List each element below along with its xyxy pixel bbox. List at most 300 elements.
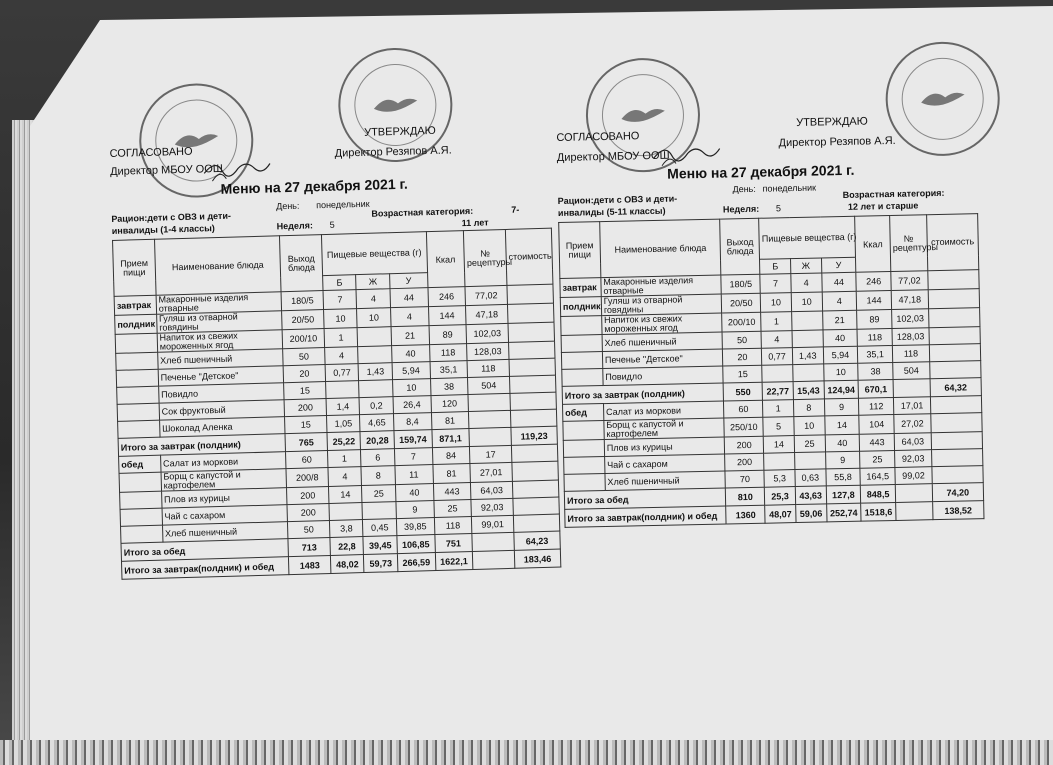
- table-cell: 44: [821, 272, 856, 292]
- table-cell: 4: [791, 273, 822, 293]
- table-cell: 200: [287, 503, 329, 521]
- table-cell: 871,1: [431, 429, 469, 448]
- table-cell: Итого за обед: [564, 488, 726, 509]
- table-cell: [562, 369, 603, 387]
- table-cell: [510, 409, 557, 427]
- approved-left-heading: СОГЛАСОВАНО: [109, 145, 193, 160]
- table-cell: 102,03: [892, 309, 929, 329]
- table-cell: [472, 532, 514, 551]
- table-cell: 124,94: [824, 380, 859, 399]
- table-cell: [563, 440, 604, 458]
- table-cell: 8: [793, 399, 824, 417]
- week-label: Неделя:: [722, 203, 760, 215]
- table-cell: 11: [395, 465, 433, 485]
- table-cell: 118: [429, 344, 467, 362]
- dish-name: Макаронные изделия отварные: [601, 275, 722, 297]
- table-cell: 22,8: [330, 537, 364, 556]
- table-cell: 10: [324, 309, 358, 329]
- table-cell: 128,03: [467, 342, 509, 360]
- week-value: 5: [775, 203, 782, 214]
- table-cell: 4,65: [360, 414, 394, 432]
- meal-label: обед: [563, 404, 604, 422]
- table-cell: [358, 346, 392, 364]
- col-nutrients: Пищевые вещества (г): [321, 232, 427, 276]
- table-cell: [931, 413, 983, 433]
- table-cell: 7: [394, 448, 432, 466]
- table-cell: 15: [284, 382, 326, 400]
- table-cell: [928, 308, 980, 328]
- dish-name: Салат из моркови: [603, 401, 724, 421]
- col-cost: стоимость: [505, 228, 553, 285]
- meal-label: полдник: [560, 297, 601, 317]
- col-yield: Выход блюда: [280, 235, 323, 292]
- table-cell: 127,8: [826, 485, 861, 504]
- table-cell: 1483: [289, 555, 331, 574]
- table-cell: 50: [283, 348, 325, 366]
- table-cell: 44: [390, 288, 428, 308]
- table-cell: [359, 380, 393, 398]
- table-cell: [931, 449, 983, 467]
- dish-name: Гуляш из отварной говядины: [601, 294, 722, 316]
- ration-line-1: Рацион:дети с ОВЗ и дети-: [111, 210, 232, 224]
- table-cell: [762, 365, 793, 383]
- dish-name: Сок фруктовый: [159, 400, 285, 420]
- table-cell: [469, 427, 511, 446]
- table-cell: [896, 502, 933, 521]
- table-cell: 59,06: [796, 504, 827, 523]
- meal-label: полдник: [115, 314, 157, 334]
- dish-name: Борщ с капустой и картофелем: [161, 469, 287, 491]
- table-cell: 118: [857, 328, 892, 346]
- table-cell: [564, 457, 605, 475]
- table-cell: 550: [724, 382, 763, 401]
- dish-name: Хлеб пшеничный: [162, 522, 288, 542]
- table-cell: 70: [725, 470, 764, 488]
- dish-name: Салат из моркови: [160, 452, 286, 472]
- table-cell: [507, 284, 554, 304]
- table-cell: 64,23: [514, 531, 561, 550]
- table-cell: 4: [356, 289, 390, 309]
- table-cell: 17,01: [893, 397, 930, 415]
- table-cell: 27,02: [894, 414, 931, 434]
- table-cell: 102,03: [466, 323, 508, 343]
- table-cell: 77,02: [891, 271, 928, 291]
- table-cell: [513, 497, 560, 515]
- table-cell: 443: [433, 483, 471, 501]
- table-cell: 200: [284, 399, 326, 417]
- table-cell: Итого за завтрак (полдник): [118, 434, 286, 457]
- table-cell: 25: [433, 500, 471, 518]
- dish-name: Хлеб пшеничный: [605, 471, 726, 491]
- table-cell: 81: [431, 412, 469, 430]
- table-cell: 0,77: [762, 348, 793, 366]
- table-cell: 112: [859, 397, 894, 415]
- table-cell: [509, 375, 556, 393]
- table-cell: 200: [725, 436, 764, 454]
- table-cell: 118: [467, 359, 509, 377]
- page-title: Меню на 27 декабря 2021 г.: [667, 161, 855, 182]
- table-cell: 118: [434, 517, 472, 535]
- table-cell: 14: [328, 486, 362, 504]
- table-cell: [326, 381, 360, 399]
- table-cell: [928, 270, 980, 290]
- col-zh: Ж: [790, 258, 821, 274]
- table-cell: 7: [760, 274, 791, 294]
- table-cell: 0,2: [359, 397, 393, 415]
- col-b: Б: [323, 275, 357, 291]
- table-cell: [928, 289, 980, 309]
- table-cell: 25,22: [327, 432, 361, 451]
- table-cell: [764, 453, 795, 471]
- table-cell: 246: [428, 287, 466, 307]
- table-cell: [792, 311, 823, 331]
- table-cell: [510, 392, 557, 410]
- menu-table: [558, 213, 984, 528]
- table-cell: Итого за завтрак(полдник) и обед: [565, 506, 727, 527]
- age-label: Возрастная категория:: [842, 187, 945, 201]
- table-cell: 99,01: [472, 515, 514, 533]
- table-cell: 64,03: [894, 433, 931, 451]
- dish-name: Борщ с капустой и картофелем: [604, 418, 725, 440]
- table-cell: [507, 303, 554, 323]
- table-cell: 8,4: [393, 413, 431, 431]
- table-cell: [564, 474, 605, 492]
- table-cell: [118, 420, 160, 438]
- table-cell: 159,74: [394, 430, 432, 449]
- table-cell: 25: [362, 485, 396, 503]
- table-cell: [509, 358, 556, 376]
- week-value: 5: [329, 219, 335, 230]
- table-cell: 81: [432, 464, 470, 484]
- table-cell: 15: [285, 416, 327, 434]
- menu-page-right: [555, 61, 987, 650]
- table-cell: 92,03: [471, 498, 513, 516]
- col-kcal: Ккал: [426, 231, 465, 288]
- table-cell: 252,74: [826, 503, 861, 522]
- table-cell: 104: [859, 414, 894, 434]
- table-cell: [561, 335, 602, 353]
- table-cell: 10: [823, 363, 858, 381]
- ration-line-1: Рацион:дети с ОВЗ и дети-: [557, 193, 678, 206]
- meal-label: обед: [119, 455, 161, 473]
- age-value: 7-: [511, 204, 520, 215]
- table-cell: 504: [468, 376, 510, 394]
- table-cell: [508, 322, 555, 342]
- approved-left-director: Директор МБОУ ООШ: [556, 149, 670, 164]
- table-cell: 64,32: [930, 378, 982, 397]
- table-cell: 22,77: [762, 382, 793, 401]
- table-cell: 20/50: [722, 293, 761, 313]
- col-recipe: № рецептуры: [464, 229, 507, 286]
- table-cell: 10: [357, 308, 391, 328]
- table-cell: [121, 525, 163, 543]
- table-cell: 92,03: [895, 450, 932, 468]
- dish-name: Повидло: [158, 383, 284, 403]
- table-cell: 4: [822, 291, 857, 311]
- dish-name: Чай с сахаром: [162, 505, 288, 525]
- table-cell: 106,85: [397, 535, 435, 554]
- age-value: 12 лет и старше: [847, 200, 919, 212]
- col-b: Б: [760, 259, 791, 275]
- header-row: [559, 214, 979, 264]
- table-cell: 47,18: [466, 304, 508, 324]
- table-cell: 60: [286, 451, 328, 469]
- table-cell: [117, 403, 159, 421]
- table-cell: 670,1: [858, 379, 893, 398]
- table-cell: [929, 344, 981, 362]
- table-cell: 200/10: [722, 312, 761, 332]
- dish-name: Гуляш из отварной говядины: [156, 311, 282, 333]
- page-stack-bottom: [0, 740, 1053, 765]
- table-cell: 118: [892, 345, 929, 363]
- table-cell: 8: [361, 466, 395, 486]
- table-cell: [362, 502, 396, 520]
- table-cell: 751: [434, 534, 472, 553]
- table-cell: 25: [860, 450, 895, 468]
- table-cell: 5,3: [764, 470, 795, 488]
- table-cell: [792, 330, 823, 348]
- table-cell: 48,02: [330, 555, 364, 574]
- table-cell: 15,43: [793, 381, 824, 400]
- table-cell: 1: [761, 312, 792, 332]
- table-cell: 89: [429, 325, 467, 345]
- dish-name: Печенье "Детское": [158, 366, 284, 386]
- table-cell: 10: [794, 416, 825, 436]
- table-cell: 1,4: [326, 398, 360, 416]
- table-cell: 84: [432, 447, 470, 465]
- table-cell: [473, 550, 515, 569]
- table-cell: 128,03: [892, 328, 929, 346]
- col-meal: Прием пищи: [559, 222, 601, 279]
- table-cell: 200: [725, 453, 764, 471]
- table-cell: [116, 369, 158, 387]
- col-nutrients: Пищевые вещества (г): [759, 216, 856, 259]
- table-cell: 266,59: [397, 553, 435, 572]
- table-cell: Итого за обед: [121, 539, 289, 562]
- table-cell: 59,73: [364, 554, 398, 573]
- table-cell: 180/5: [721, 274, 760, 294]
- table-cell: 39,85: [396, 518, 434, 536]
- table-cell: 5: [763, 417, 794, 437]
- table-cell: [931, 432, 983, 450]
- col-u: У: [389, 273, 427, 289]
- ration-line-2: инвалиды (5-11 классы): [557, 205, 666, 218]
- table-cell: [930, 396, 982, 414]
- table-cell: 6: [361, 449, 395, 467]
- table-cell: [329, 503, 363, 521]
- ration-line-2: инвалиды (1-4 классы): [111, 223, 215, 236]
- col-u: У: [821, 257, 856, 273]
- table-cell: [116, 352, 158, 370]
- day-value: понедельник: [762, 182, 817, 194]
- table-cell: [120, 508, 162, 526]
- table-cell: [561, 352, 602, 370]
- col-zh: Ж: [356, 274, 390, 290]
- approved-right-director: Директор Резяпов А.Я.: [334, 144, 452, 160]
- menu-table: [112, 228, 561, 580]
- table-cell: [930, 361, 982, 379]
- table-cell: 7: [323, 290, 357, 310]
- table-cell: 9: [396, 501, 434, 519]
- table-cell: [512, 461, 559, 481]
- table-cell: [468, 393, 510, 411]
- dish-name: Макаронные изделия отварные: [156, 292, 282, 314]
- table-cell: Итого за завтрак(полдник) и обед: [121, 557, 289, 580]
- table-cell: [512, 480, 559, 498]
- table-cell: 0,45: [363, 519, 397, 537]
- menu-page-left: [108, 84, 564, 676]
- table-cell: 5,94: [392, 362, 430, 380]
- col-meal: Прием пищи: [113, 239, 156, 296]
- table-cell: 60: [724, 400, 763, 418]
- table-cell: 504: [893, 362, 930, 380]
- table-cell: [895, 484, 932, 503]
- table-cell: 164,5: [860, 467, 895, 485]
- table-cell: 74,20: [932, 483, 984, 502]
- meal-label: завтрак: [114, 295, 156, 315]
- table-cell: 55,8: [825, 468, 860, 486]
- table-cell: 21: [822, 310, 857, 330]
- table-cell: 77,02: [465, 285, 507, 305]
- table-cell: 20: [283, 365, 325, 383]
- table-cell: 250/10: [724, 417, 763, 437]
- col-yield: Выход блюда: [720, 218, 760, 275]
- dish-name: Чай с сахаром: [604, 454, 725, 474]
- table-cell: 1: [324, 328, 358, 348]
- table-cell: 50: [722, 331, 761, 349]
- table-cell: 39,45: [363, 536, 397, 555]
- table-cell: [893, 379, 930, 398]
- table-cell: 20,28: [360, 431, 394, 450]
- col-kcal: Ккал: [855, 216, 891, 273]
- table-cell: 765: [285, 433, 327, 452]
- table-cell: [513, 514, 560, 532]
- table-cell: [929, 327, 981, 345]
- table-cell: [561, 316, 602, 336]
- dish-name: Шоколад Аленка: [159, 417, 285, 437]
- table-cell: 120: [431, 395, 469, 413]
- table-cell: 1622,1: [435, 551, 473, 570]
- table-cell: 200/10: [282, 329, 324, 349]
- day-label: День:: [732, 183, 756, 195]
- table-cell: 1,43: [792, 347, 823, 365]
- table-cell: [563, 421, 604, 441]
- table-cell: 1: [327, 450, 361, 468]
- table-cell: 4: [325, 347, 359, 365]
- table-cell: 0,63: [795, 469, 826, 487]
- table-cell: 26,4: [393, 396, 431, 414]
- age-label: Возрастная категория:: [371, 205, 474, 219]
- table-cell: 40: [395, 484, 433, 502]
- table-cell: [469, 410, 511, 428]
- table-cell: 1518,6: [861, 502, 896, 521]
- header-row: [113, 228, 553, 281]
- dish-name: Повидло: [603, 366, 724, 386]
- dish-name: Хлеб пшеничный: [157, 349, 283, 369]
- table-cell: 14: [763, 436, 794, 454]
- approved-left-heading: СОГЛАСОВАНО: [556, 130, 640, 144]
- col-cost: стоимость: [926, 214, 978, 271]
- table-cell: 810: [726, 487, 765, 506]
- table-cell: 15: [723, 365, 762, 383]
- week-label: Неделя:: [276, 220, 314, 232]
- table-cell: [117, 386, 159, 404]
- table-cell: 4: [390, 307, 428, 327]
- table-cell: 47,18: [891, 290, 928, 310]
- table-cell: 119,23: [511, 426, 558, 445]
- table-cell: [115, 333, 157, 353]
- table-cell: 4: [328, 467, 362, 487]
- table-cell: 144: [428, 306, 466, 326]
- dish-name: Хлеб пшеничный: [602, 332, 723, 352]
- table-cell: 38: [430, 378, 468, 396]
- table-cell: 200/8: [286, 468, 328, 488]
- table-cell: 27,01: [470, 462, 512, 482]
- table-cell: 50: [288, 520, 330, 538]
- table-cell: 1,43: [359, 363, 393, 381]
- table-cell: 25,3: [765, 487, 796, 506]
- table-cell: 3,8: [329, 520, 363, 538]
- table-cell: 17: [470, 445, 512, 463]
- table-cell: 1360: [726, 505, 765, 524]
- dish-name: Плов из курицы: [161, 488, 287, 508]
- page-title: Меню на 27 декабря 2021 г.: [220, 175, 409, 197]
- day-value: понедельник: [315, 198, 370, 211]
- table-cell: 246: [856, 272, 891, 292]
- dish-name: Плов из курицы: [604, 437, 725, 457]
- table-cell: 99,02: [895, 467, 932, 485]
- table-cell: 20/50: [282, 310, 324, 330]
- table-cell: [119, 472, 161, 492]
- col-recipe: № рецептуры: [890, 215, 928, 272]
- table-cell: [932, 466, 984, 484]
- table-cell: [511, 444, 558, 462]
- table-cell: 9: [825, 451, 860, 469]
- table-cell: Итого за завтрак (полдник): [562, 383, 724, 404]
- table-cell: 89: [857, 310, 892, 330]
- table-cell: 9: [824, 398, 859, 416]
- table-cell: 10: [760, 293, 791, 313]
- table-cell: 1: [763, 400, 794, 418]
- table-cell: 443: [860, 433, 895, 451]
- table-cell: 14: [824, 415, 859, 435]
- table-cell: 35,1: [430, 361, 468, 379]
- meal-label: завтрак: [560, 278, 601, 298]
- table-cell: [794, 452, 825, 470]
- table-cell: 21: [391, 326, 429, 346]
- table-cell: 40: [825, 434, 860, 452]
- table-cell: 40: [391, 345, 429, 363]
- table-cell: 144: [857, 291, 892, 311]
- table-cell: 180/5: [281, 291, 323, 311]
- table-cell: [793, 364, 824, 382]
- approved-left-director: Директор МБОУ ООШ: [109, 162, 224, 178]
- table-cell: 35,1: [858, 345, 893, 363]
- table-cell: 10: [791, 292, 822, 312]
- table-cell: [120, 491, 162, 509]
- table-cell: 48,07: [765, 505, 796, 524]
- table-cell: 43,63: [795, 486, 826, 505]
- table-cell: 0,77: [325, 364, 359, 382]
- table-cell: 5,94: [823, 346, 858, 364]
- dish-name: Напиток из свежих мороженных ягод: [602, 313, 723, 335]
- table-cell: 138,52: [932, 501, 984, 520]
- table-cell: [508, 341, 555, 359]
- table-cell: 10: [392, 379, 430, 397]
- dish-name: Напиток из свежих мороженных ягод: [157, 330, 283, 352]
- col-dish: Наименование блюда: [600, 219, 722, 278]
- age-value-cont: 11 лет: [461, 217, 489, 229]
